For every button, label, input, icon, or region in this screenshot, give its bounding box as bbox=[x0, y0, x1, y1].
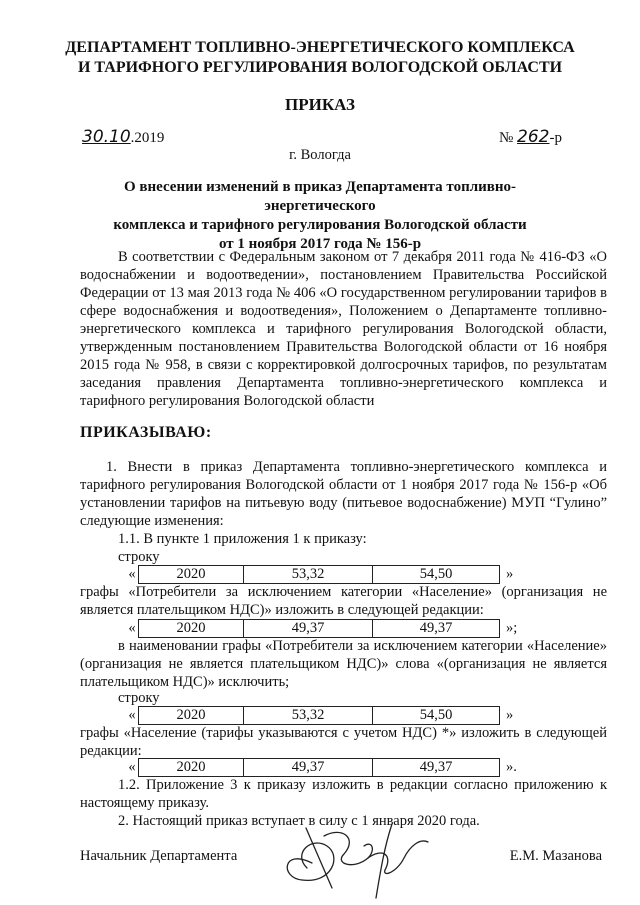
order-date bbox=[82, 127, 164, 147]
value-cell: 49,37 bbox=[419, 620, 453, 636]
value-cell: 53,32 bbox=[244, 566, 373, 583]
tariff-grid bbox=[138, 565, 500, 584]
value-cell: 53,32 bbox=[244, 707, 373, 724]
item-1: 1. Внести в приказ Департамента топливно-энергетического комплекса и тарифного регулирования Вологодской области от 1 ноября 2017 года № 156-р «Об установлении тарифов на питьевую воду (питьевое водоснабжение) МУП “Гулино” следующие изменения: bbox=[80, 459, 607, 529]
tariff-grid bbox=[138, 706, 500, 725]
handwritten-number: 262 bbox=[517, 127, 550, 147]
signatory-position: Начальник Департамента bbox=[80, 848, 238, 864]
item-1-2: 1.2. Приложение 3 к приказу изложить в редакции согласно приложению к настоящему приказу. bbox=[80, 777, 607, 811]
tariff-row-table-3 bbox=[126, 706, 513, 725]
tariff-grid bbox=[138, 758, 500, 777]
signature-flourish bbox=[376, 824, 392, 898]
naimenovanie-paragraph: в наименовании графы «Потребители за исключением категории «Население» (организация не является плательщиком НДС)» слова «(организация не является плательщиком НДС)» исключить; bbox=[80, 638, 607, 690]
year-cell: 2020 bbox=[139, 759, 244, 776]
department-header bbox=[0, 38, 640, 78]
item-1-1: 1.1. В пункте 1 приложения 1 к приказу: bbox=[118, 531, 367, 547]
date-year: .2019 bbox=[130, 130, 165, 146]
close-quote: » bbox=[506, 707, 514, 723]
tariff-row-table-4 bbox=[126, 758, 517, 777]
order-number bbox=[499, 127, 562, 147]
year-cell: 2020 bbox=[139, 707, 244, 724]
grafy-paragraph-2: графы «Население (тарифы указываются с учетом НДС) *» изложить в следующей редакции: bbox=[80, 725, 607, 759]
grafy-paragraph-1: графы «Потребители за исключением категории «Население» (организация не является плательщиком НДС)» изложить в следующей редакции: bbox=[80, 584, 607, 618]
department-line-1: ДЕПАРТАМЕНТ ТОПЛИВНО-ЭНЕРГЕТИЧЕСКОГО КОМПЛЕКСА bbox=[65, 39, 575, 56]
value-cell: 49,37 bbox=[244, 620, 373, 637]
number-suffix: -р bbox=[549, 130, 562, 146]
signature-curve bbox=[324, 832, 372, 864]
tariff-row-table-1 bbox=[126, 565, 513, 584]
subject-line-1: О внесении изменений в приказ Департамента топливно-энергетического bbox=[123, 179, 517, 214]
close-quote: » bbox=[506, 566, 514, 582]
signatory-name: Е.М. Мазанова bbox=[509, 848, 602, 864]
signature-strokes bbox=[287, 824, 428, 898]
handwritten-date: 30.10 bbox=[82, 127, 131, 147]
year-cell: 2020 bbox=[139, 620, 244, 637]
order-subject bbox=[80, 178, 560, 254]
preamble-paragraph: В соответствии с Федеральным законом от 7 декабря 2011 года № 416-ФЗ «О водоснабжении и водоотведении», постановлением Правительства Российской Федерации от 13 мая 2013 года № 406 «О государственном регулировании тарифов в сфере водоснабжения и водоотведения», Положением о Департаменте топливно-энергетического комплекса и тарифного регулирования Вологодской области, утвержденным постановлением Правительства Вологодской области от 16 ноября 2015 года № 958, в связи с корректировкой долгосрочных тарифов, по результатам заседания правления Департамента топливно-энергетического комплекса и тарифного регулирования Вологодской области bbox=[80, 249, 607, 409]
city: г. Вологда bbox=[289, 147, 351, 163]
stroku-label-2: строку bbox=[118, 690, 160, 706]
signature-tail bbox=[368, 841, 428, 873]
open-quote: « bbox=[128, 759, 136, 775]
handwritten-signature bbox=[272, 818, 432, 900]
doc-type-title: ПРИКАЗ bbox=[285, 95, 355, 114]
subject-line-3: от 1 ноября 2017 года № 156-р bbox=[218, 236, 422, 252]
tariff-grid bbox=[138, 619, 500, 638]
department-line-2: И ТАРИФНОГО РЕГУЛИРОВАНИЯ ВОЛОГОДСКОЙ ОБЛАСТИ bbox=[77, 59, 563, 76]
open-quote: « bbox=[128, 620, 136, 636]
value-cell: 54,50 bbox=[419, 707, 453, 723]
open-quote: « bbox=[128, 707, 136, 723]
close-quote: »; bbox=[506, 620, 518, 636]
tariff-row-table-2 bbox=[126, 619, 517, 638]
value-cell: 49,37 bbox=[419, 759, 453, 775]
value-cell: 49,37 bbox=[244, 759, 373, 776]
stroku-label-1: строку bbox=[118, 549, 160, 565]
subject-line-2: комплекса и тарифного регулирования Вологодской области bbox=[113, 217, 527, 233]
close-quote: ». bbox=[506, 759, 517, 775]
order-word: ПРИКАЗЫВАЮ: bbox=[80, 424, 212, 441]
open-quote: « bbox=[128, 566, 136, 582]
value-cell: 54,50 bbox=[419, 566, 453, 582]
year-cell: 2020 bbox=[139, 566, 244, 583]
item-2: 2. Настоящий приказ вступает в силу с 1 января 2020 года. bbox=[118, 813, 480, 829]
number-prefix: № bbox=[498, 130, 514, 146]
